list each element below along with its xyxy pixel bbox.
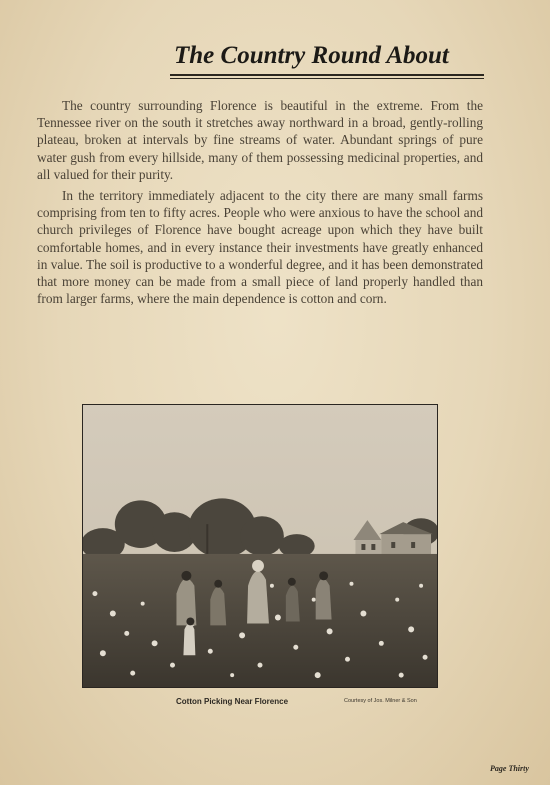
title-rule-thick	[170, 74, 484, 76]
title-rule-thin	[170, 78, 484, 79]
page-title: The Country Round About	[174, 42, 449, 69]
paragraph-2: In the territory immediately adjacent to the city there are many small farms comprising from ten to fifty acres. People who were anxious to have the school and church privileges of Florence have bought acreage upon which they have built comfortable homes, and in every instance their investments have greatly enhanced in value. The soil is productive to a wonderful degree, and it has been demonstrated that more money can be made from a small piece of land properly handled than from larger farms, where the main dependence is cotton and corn.	[37, 188, 483, 307]
photo-credit: Courtesy of Jos. Milner & Son	[344, 698, 417, 704]
body-text	[37, 97, 483, 307]
cotton-field-photo	[82, 404, 438, 688]
telegraph-pole	[206, 524, 208, 554]
photo-caption: Cotton Picking Near Florence	[176, 697, 289, 706]
page-number: Page Thirty	[490, 764, 529, 773]
photo-image	[83, 405, 437, 687]
paragraph-1: The country surrounding Florence is beautiful in the extreme. From the Tennessee river on the south it stretches away northward in a broad, gently-rolling plateau, broken at intervals by fine streams of water. Abundant springs of pure water gush from every hillside, many of them possessing medicinal properties, and all valued for their purity.	[37, 98, 483, 182]
